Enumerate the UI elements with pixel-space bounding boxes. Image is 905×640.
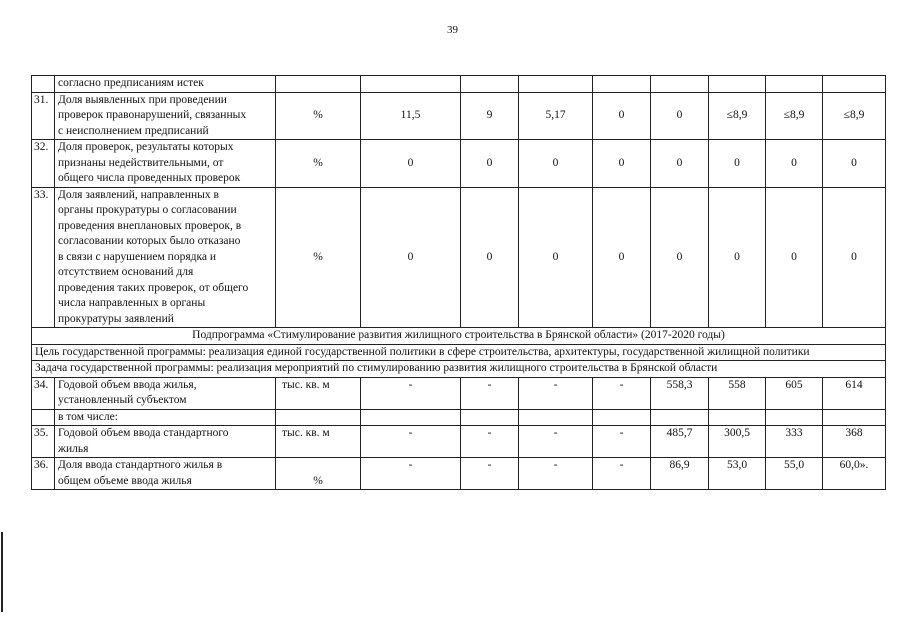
indicator-name-line: в том числе: [58,410,118,423]
value-cell: - [361,377,461,409]
indicator-name-cell [55,187,276,328]
indicator-name-line: проверок правонарушений, связанных [58,109,247,121]
value-cell: 0 [461,140,519,188]
row-number-cell [32,409,55,426]
value-cell: 5,17 [519,92,593,140]
value-cell: 0 [593,187,651,328]
value-cell [766,409,823,426]
indicator-name-line: числа направленных в органы [58,297,206,309]
indicator-name-cell [55,409,276,426]
unit-cell: % [276,92,361,140]
indicator-name-cell [55,426,276,458]
value-cell: 0 [651,187,709,328]
unit-cell: % [276,458,361,490]
value-cell: 9 [461,92,519,140]
row-number-cell: 32. [32,140,55,188]
value-cell [461,76,519,93]
indicator-name-cell: согласно предписаниям истек [55,76,276,93]
value-cell: 558 [709,377,766,409]
value-cell: - [461,377,519,409]
row-number-cell: 31. [32,92,55,140]
value-cell: 0 [823,187,886,328]
table-row [32,426,886,458]
value-cell: 0 [651,92,709,140]
value-cell: 60,0». [823,458,886,490]
task-row [32,361,886,378]
table-row [32,458,886,490]
value-cell: - [593,377,651,409]
indicator-name-line: признаны недействительными, от [58,156,224,169]
value-cell: - [361,458,461,490]
unit-cell: % [276,187,361,328]
value-cell [593,76,651,93]
value-cell: 0 [593,92,651,140]
value-cell: - [519,377,593,409]
value-cell: 485,7 [651,426,709,458]
value-cell: 55,0 [766,458,823,490]
value-cell: 0 [823,140,886,188]
value-cell: - [519,426,593,458]
indicator-name-line: Доля ввода стандартного жилья в [58,459,223,471]
goal-row [32,344,886,361]
value-cell: 0 [766,187,823,328]
value-cell: 333 [766,426,823,458]
value-cell [461,409,519,426]
indicator-name-cell [55,377,276,409]
value-cell: 0 [709,140,766,188]
table-body-bottom [32,377,886,490]
value-cell: ≤8,9 [823,92,886,140]
value-cell: ≤8,9 [766,92,823,140]
value-cell [651,409,709,426]
value-cell [519,76,593,93]
indicator-name-line: Годовой объем ввода жилья, [58,378,197,391]
indicator-name-line: установленный субъектом [58,394,187,406]
indicators-table [31,75,886,490]
subprogram-title: Подпрограмма «Стимулирование развития жилищного строительства в Брянской области» (2017-2020 годы) [32,328,886,345]
indicator-name-line: проведения внеплановых проверок, в [58,219,242,232]
unit-cell: тыс. кв. м [276,377,361,409]
value-cell [823,76,886,93]
value-cell [823,409,886,426]
value-cell: - [461,458,519,490]
value-cell: 0 [519,140,593,188]
table-row [32,409,886,426]
indicator-name-cell [55,140,276,188]
value-cell [593,409,651,426]
value-cell: 614 [823,377,886,409]
table-body-top [32,76,886,328]
indicator-name-line: жилья [58,442,89,455]
value-cell: 0 [651,140,709,188]
indicator-name-cell [55,458,276,490]
value-cell: 0 [461,187,519,328]
value-cell [361,409,461,426]
row-number-cell: 36. [32,458,55,490]
value-cell: 0 [593,140,651,188]
value-cell: 53,0 [709,458,766,490]
unit-cell [276,409,361,426]
indicator-name-line: прокуратуры заявлений [58,312,174,325]
table-row [32,140,886,188]
unit-cell: % [276,140,361,188]
value-cell [651,76,709,93]
row-number-cell: 34. [32,377,55,409]
indicator-name-line: Годовой объем ввода стандартного [58,427,229,439]
value-cell: ≤8,9 [709,92,766,140]
value-cell: 0 [766,140,823,188]
row-number-cell [32,76,55,93]
value-cell: 11,5 [361,92,461,140]
unit-cell [276,76,361,93]
value-cell [766,76,823,93]
indicator-name-line: с неисполнением предписаний [58,124,209,137]
value-cell: 605 [766,377,823,409]
value-cell: - [461,426,519,458]
indicator-name-line: отсутствием оснований для [58,266,194,278]
table-row [32,377,886,409]
indicator-name-line: общего числа проведенных проверок [58,172,241,184]
value-cell: - [361,426,461,458]
goal-text: Цель государственной программы: реализация единой государственной политики в сфере строительства, архитектуры, государственной жилищной политики [32,344,886,361]
value-cell [361,76,461,93]
margin-rule [1,532,3,612]
task-text: Задача государственной программы: реализация мероприятий по стимулированию развития жилищного строительства в Брянской области [32,361,886,378]
indicator-name-line: Доля проверок, результаты которых [58,141,234,153]
value-cell [709,409,766,426]
value-cell [519,409,593,426]
value-cell: 300,5 [709,426,766,458]
value-cell: 558,3 [651,377,709,409]
row-number-cell: 35. [32,426,55,458]
indicator-name-line: общем объеме ввода жилья [58,474,192,487]
table-row [32,92,886,140]
value-cell: 86,9 [651,458,709,490]
value-cell: - [519,458,593,490]
subprogram-section [32,328,886,378]
unit-cell: тыс. кв. м [276,426,361,458]
row-number-cell: 33. [32,187,55,328]
value-cell: 0 [361,187,461,328]
indicator-name-line: в связи с нарушением порядка и [58,250,217,263]
subprogram-row [32,328,886,345]
value-cell: 0 [519,187,593,328]
value-cell: - [593,426,651,458]
indicator-name-line: Доля заявлений, направленных в [58,188,219,201]
indicator-name-line: органы прокуратуры о согласовании [58,204,237,216]
indicator-name-cell [55,92,276,140]
indicator-name-line: проведения таких проверок, от общего [58,281,249,294]
table-row [32,187,886,328]
value-cell: 368 [823,426,886,458]
indicator-name-line: Доля выявленных при проведении [58,93,227,106]
indicator-name-line: согласовании которых было отказано [58,235,241,247]
value-cell: 0 [709,187,766,328]
page-number: 39 [447,24,458,36]
table-row [32,76,886,93]
value-cell: 0 [361,140,461,188]
value-cell [709,76,766,93]
value-cell: - [593,458,651,490]
